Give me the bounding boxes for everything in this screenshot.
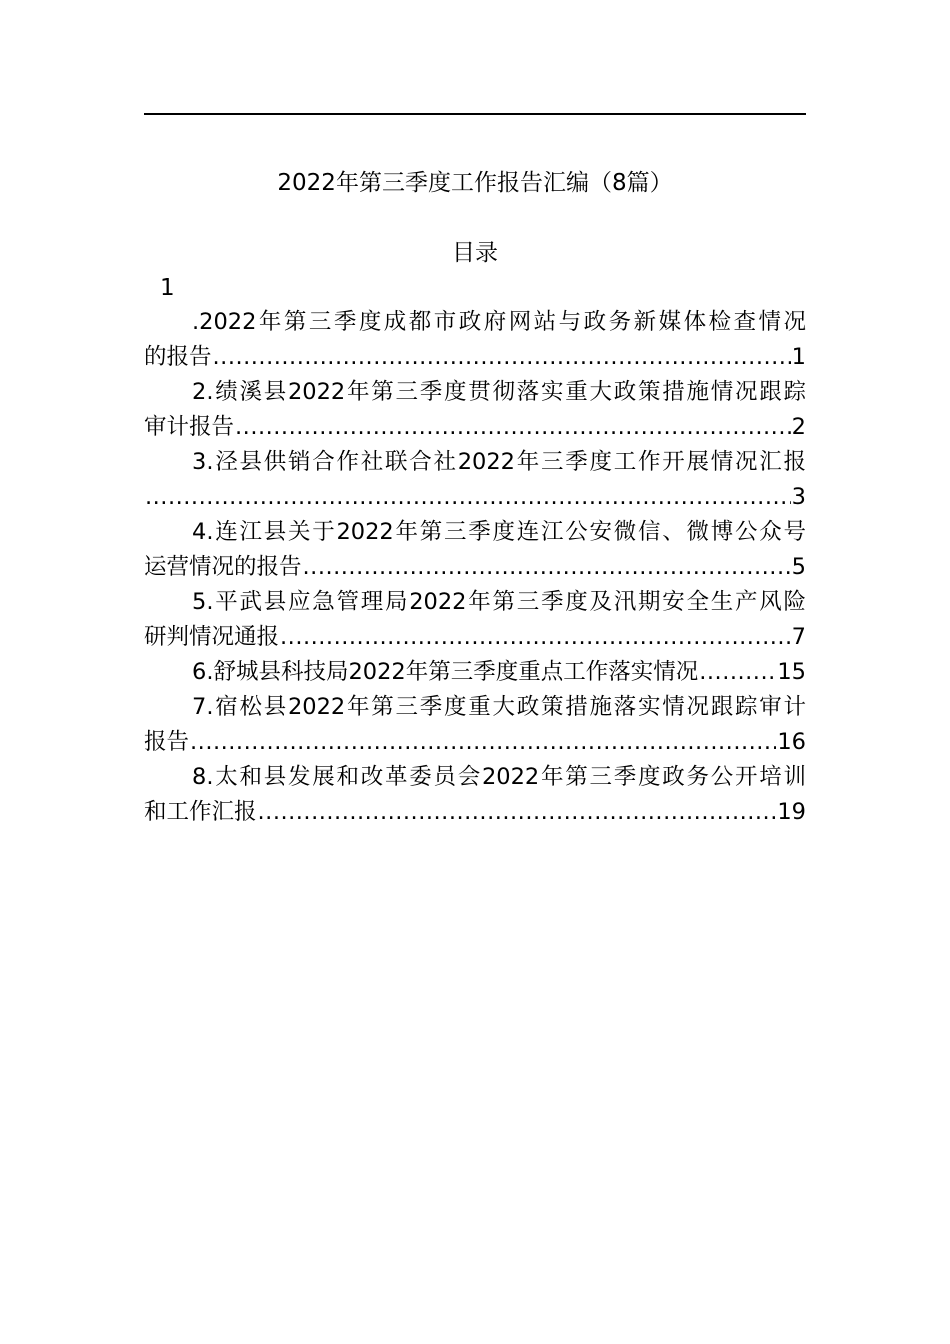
toc-entry[interactable] bbox=[144, 585, 806, 655]
toc-entry[interactable] bbox=[144, 445, 806, 515]
toc-entry-title-cont: 报告 bbox=[144, 729, 190, 755]
toc-dot-leader bbox=[213, 340, 791, 375]
toc-entry-continuation bbox=[144, 550, 806, 585]
toc-entry-title: .2022年第三季度成都市政府网站与政务新媒体检查情况 bbox=[192, 309, 806, 335]
toc-page-number: 15 bbox=[777, 659, 806, 685]
toc-list bbox=[144, 305, 806, 830]
document-title: 2022年第三季度工作报告汇编（8篇） bbox=[277, 170, 673, 196]
toc-entry[interactable] bbox=[144, 690, 806, 760]
toc-entry-title: 3.泾县供销合作社联合社2022年三季度工作开展情况汇报 bbox=[192, 449, 806, 475]
toc-page-number: 19 bbox=[777, 799, 806, 825]
toc-dot-leader bbox=[258, 795, 777, 830]
toc-entry-continuation bbox=[144, 795, 806, 830]
toc-page-number: 5 bbox=[791, 554, 806, 580]
toc-entry-title: 2.绩溪县2022年第三季度贯彻落实重大政策措施情况跟踪 bbox=[192, 379, 806, 405]
toc-page-number: 3 bbox=[791, 484, 806, 510]
toc-entry-continuation bbox=[144, 410, 806, 445]
toc-dot-leader bbox=[303, 550, 791, 585]
toc-entry-continuation bbox=[144, 725, 806, 760]
toc-page-number: 2 bbox=[791, 414, 806, 440]
toc-dot-leader bbox=[699, 655, 776, 690]
toc-entry-title-cont: 运营情况的报告 bbox=[144, 554, 302, 580]
toc-entry-title: 8.太和县发展和改革委员会2022年第三季度政务公开培训 bbox=[192, 764, 806, 790]
toc-dot-leader bbox=[280, 620, 791, 655]
toc-entry-title: 5.平武县应急管理局2022年第三季度及汛期安全生产风险 bbox=[192, 589, 806, 615]
toc-entry-title-cont: 研判情况通报 bbox=[144, 624, 280, 650]
toc-entry-continuation bbox=[144, 340, 806, 375]
toc-entry[interactable] bbox=[144, 375, 806, 445]
toc-heading: 目录 bbox=[452, 240, 498, 266]
toc-page-number: 1 bbox=[791, 344, 806, 370]
toc-dot-leader bbox=[235, 410, 791, 445]
toc-entry-continuation bbox=[144, 620, 806, 655]
toc-entry[interactable] bbox=[144, 760, 806, 830]
stray-number: 1 bbox=[160, 275, 175, 301]
toc-entry-title-cont: 的报告 bbox=[144, 344, 212, 370]
toc-dot-leader bbox=[190, 725, 776, 760]
toc-dot-leader bbox=[145, 480, 791, 515]
toc-page-number: 16 bbox=[777, 729, 806, 755]
toc-entry-title: 7.宿松县2022年第三季度重大政策措施落实情况跟踪审计 bbox=[192, 694, 806, 720]
header-rule bbox=[144, 113, 806, 115]
toc-entry-title: 4.连江县关于2022年第三季度连江公安微信、微博公众号 bbox=[192, 519, 806, 545]
toc-entry-title-cont: 和工作汇报 bbox=[144, 799, 257, 825]
toc-entry[interactable] bbox=[144, 515, 806, 585]
toc-entry-title-cont: 审计报告 bbox=[144, 414, 235, 440]
toc-page-number: 7 bbox=[791, 624, 806, 650]
toc-entry[interactable] bbox=[144, 655, 806, 690]
toc-entry[interactable] bbox=[144, 305, 806, 375]
toc-entry-single-line bbox=[144, 655, 806, 690]
toc-entry-title: 6.舒城县科技局2022年第三季度重点工作落实情况 bbox=[192, 659, 699, 685]
toc-entry-continuation bbox=[144, 480, 806, 515]
